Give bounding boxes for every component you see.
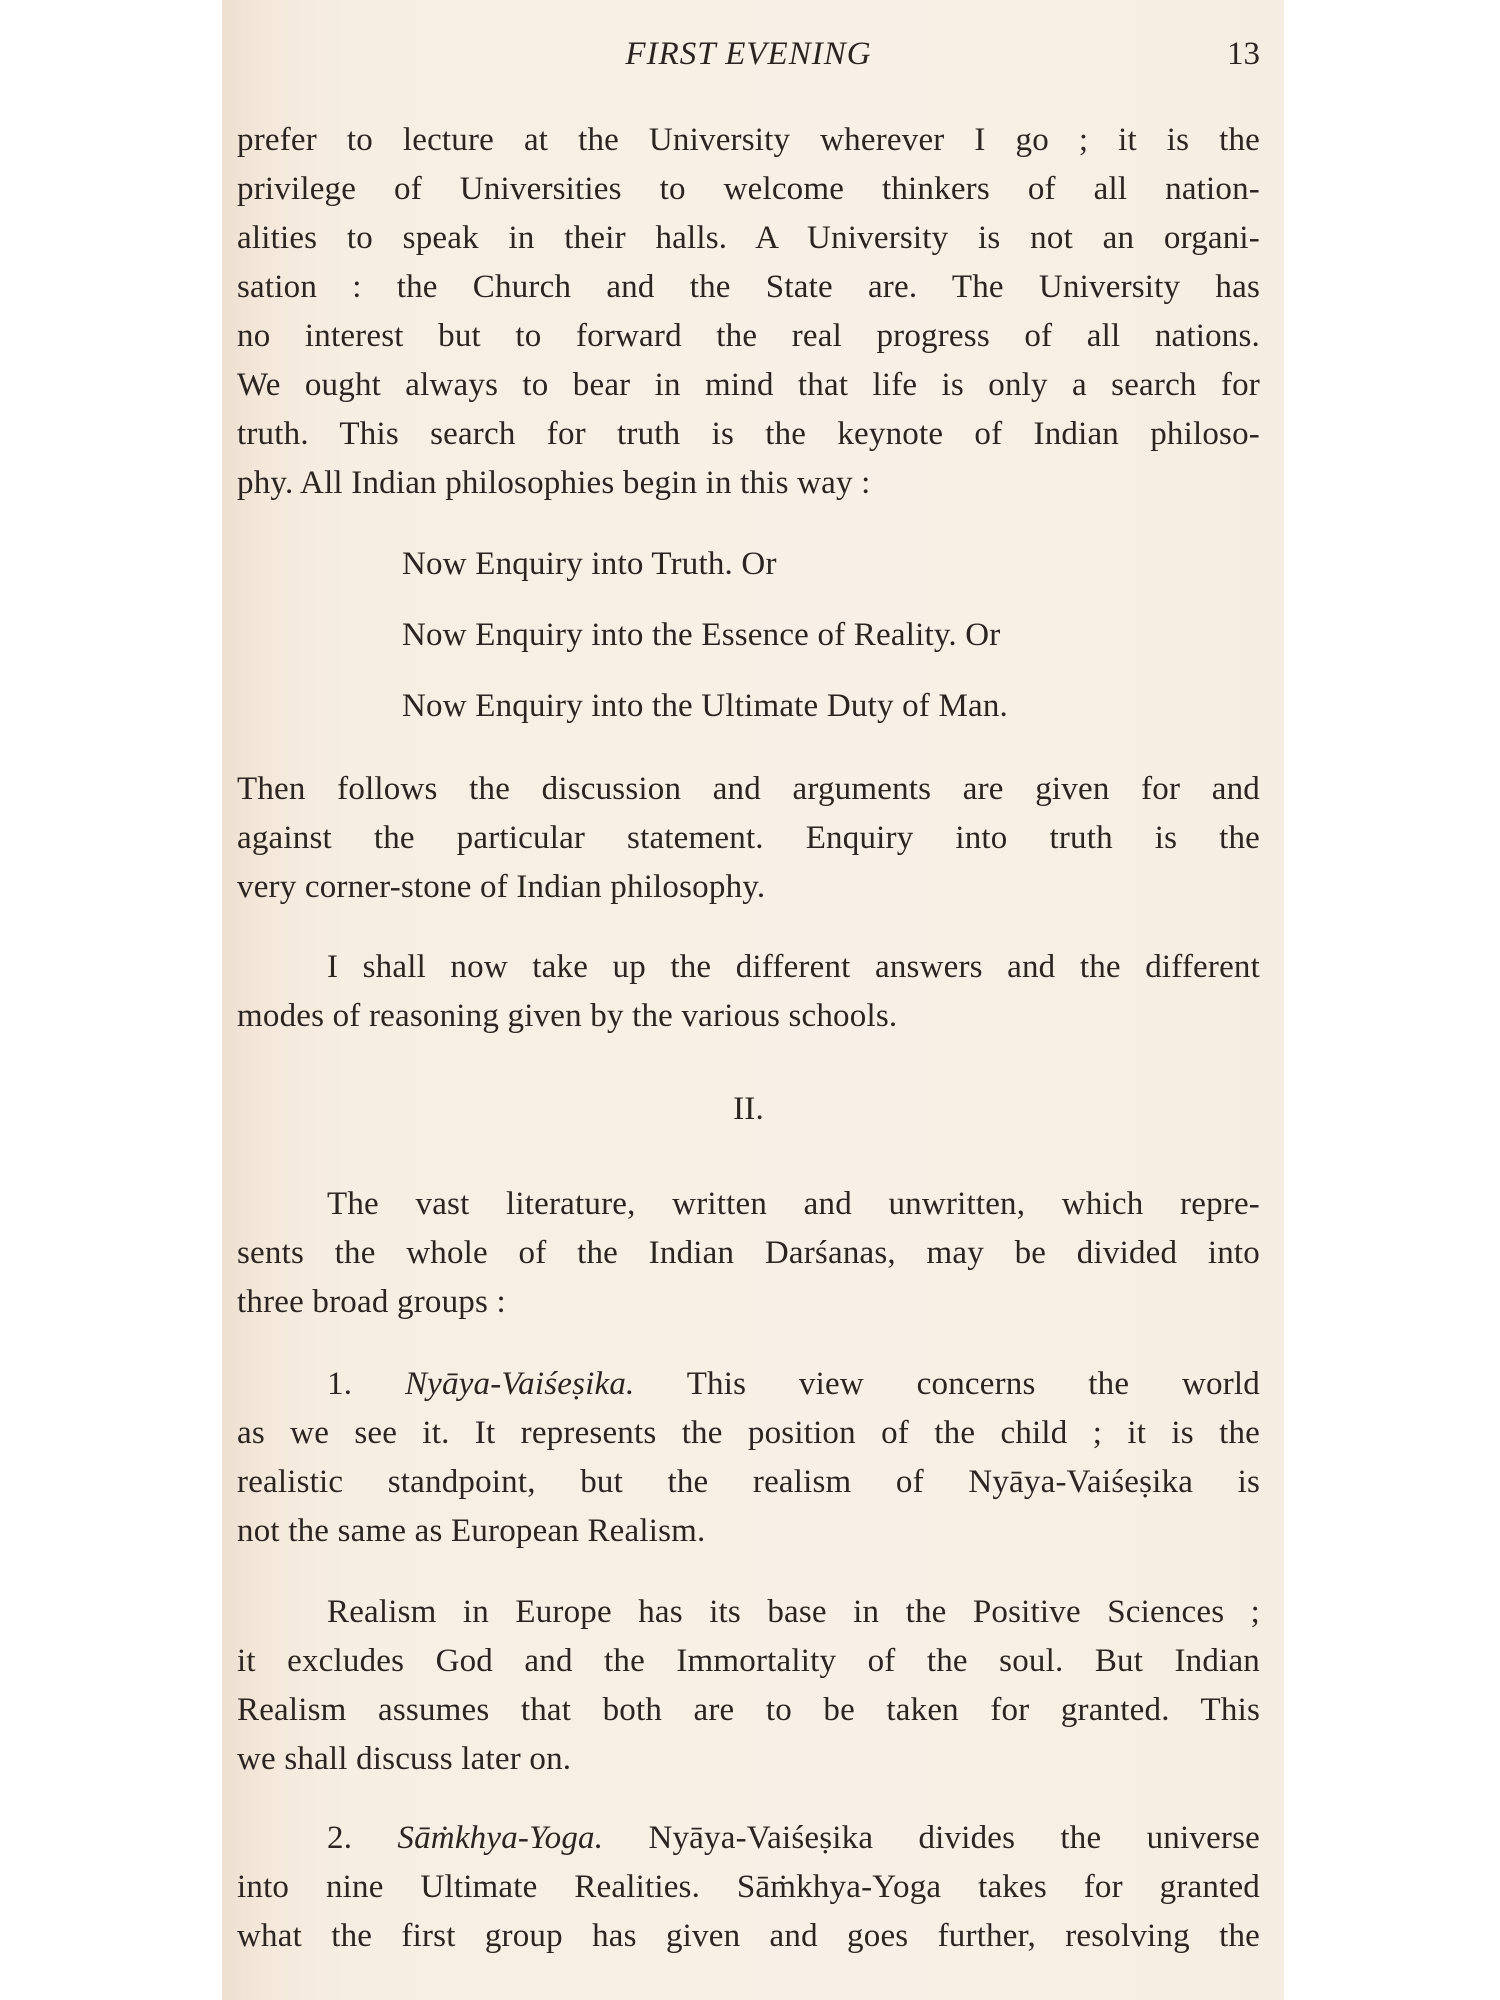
text-line: very corner-stone of Indian philosophy. [237, 869, 766, 905]
paragraph-1 [237, 116, 1260, 508]
line-rest: Nyāya-Vaiśeṣika divides the universe [648, 1820, 1260, 1856]
text-line: as we see it. It represents the position of the child ; it is the [237, 1415, 1260, 1451]
paragraph-6 [237, 1588, 1260, 1784]
text-line: three broad groups : [237, 1284, 506, 1320]
text-line: realistic standpoint, but the realism of Nyāya-Vaiśeṣika is [237, 1464, 1260, 1500]
text-line: we shall discuss later on. [237, 1741, 572, 1777]
text-line: prefer to lecture at the University wherever I go ; it is the [237, 122, 1260, 158]
page-number: 13 [1227, 36, 1260, 72]
text-line: what the first group has given and goes further, resolving the [237, 1918, 1260, 1954]
text-line: sents the whole of the Indian Darśanas, may be divided into [237, 1235, 1260, 1271]
text-line: no interest but to forward the real progress of all nations. [237, 318, 1260, 354]
book-page [222, 0, 1284, 2000]
text-line: Realism assumes that both are to be taken for granted. This [237, 1692, 1260, 1728]
quote-text: Now Enquiry into the Ultimate Duty of Man. [402, 688, 1008, 724]
text-line: I shall now take up the different answers and the different [327, 949, 1260, 985]
quote-line-3 [237, 682, 1260, 731]
paragraph-2 [237, 765, 1260, 912]
section-heading [237, 1085, 1260, 1134]
paragraph-3 [237, 943, 1260, 1041]
quote-text: Now Enquiry into the Essence of Reality. Or [402, 617, 1001, 653]
text-line: it excludes God and the Immortality of the soul. But Indian [237, 1643, 1260, 1679]
paragraph-5 [237, 1360, 1260, 1556]
section-number: II. [733, 1091, 764, 1127]
quote-line-1 [237, 540, 1260, 589]
text-line: sation : the Church and the State are. The University has [237, 269, 1260, 305]
line-rest: This view concerns the world [686, 1366, 1260, 1402]
list-number: 2. [327, 1820, 353, 1856]
text-line: truth. This search for truth is the keynote of Indian philoso- [237, 416, 1260, 452]
paragraph-4 [237, 1180, 1260, 1327]
text-line [237, 1360, 1260, 1409]
text-line: modes of reasoning given by the various schools. [237, 998, 898, 1034]
text-line: The vast literature, written and unwritten, which repre- [327, 1186, 1260, 1222]
list-number: 1. [327, 1366, 353, 1402]
text-line: Then follows the discussion and arguments are given for and [237, 771, 1260, 807]
paragraph-7 [237, 1814, 1260, 1961]
running-head: FIRST EVENING [625, 36, 872, 72]
text-line: alities to speak in their halls. A University is not an organi- [237, 220, 1260, 256]
school-name: Nyāya-Vaiśeṣika. [404, 1366, 635, 1402]
text-line: into nine Ultimate Realities. Sāṁkhya-Yoga takes for granted [237, 1869, 1260, 1905]
text-line: privilege of Universities to welcome thinkers of all nation- [237, 171, 1260, 207]
school-name: Sāṁkhya-Yoga. [397, 1820, 604, 1856]
text-line [237, 1814, 1260, 1863]
text-line: We ought always to bear in mind that life is only a search for [237, 367, 1260, 403]
text-line: phy. All Indian philosophies begin in this way : [237, 465, 871, 501]
text-line: Realism in Europe has its base in the Positive Sciences ; [327, 1594, 1260, 1630]
text-line: not the same as European Realism. [237, 1513, 706, 1549]
page-header [237, 36, 1260, 80]
quote-text: Now Enquiry into Truth. Or [402, 546, 777, 582]
quote-line-2 [237, 611, 1260, 660]
text-line: against the particular statement. Enquiry into truth is the [237, 820, 1260, 856]
